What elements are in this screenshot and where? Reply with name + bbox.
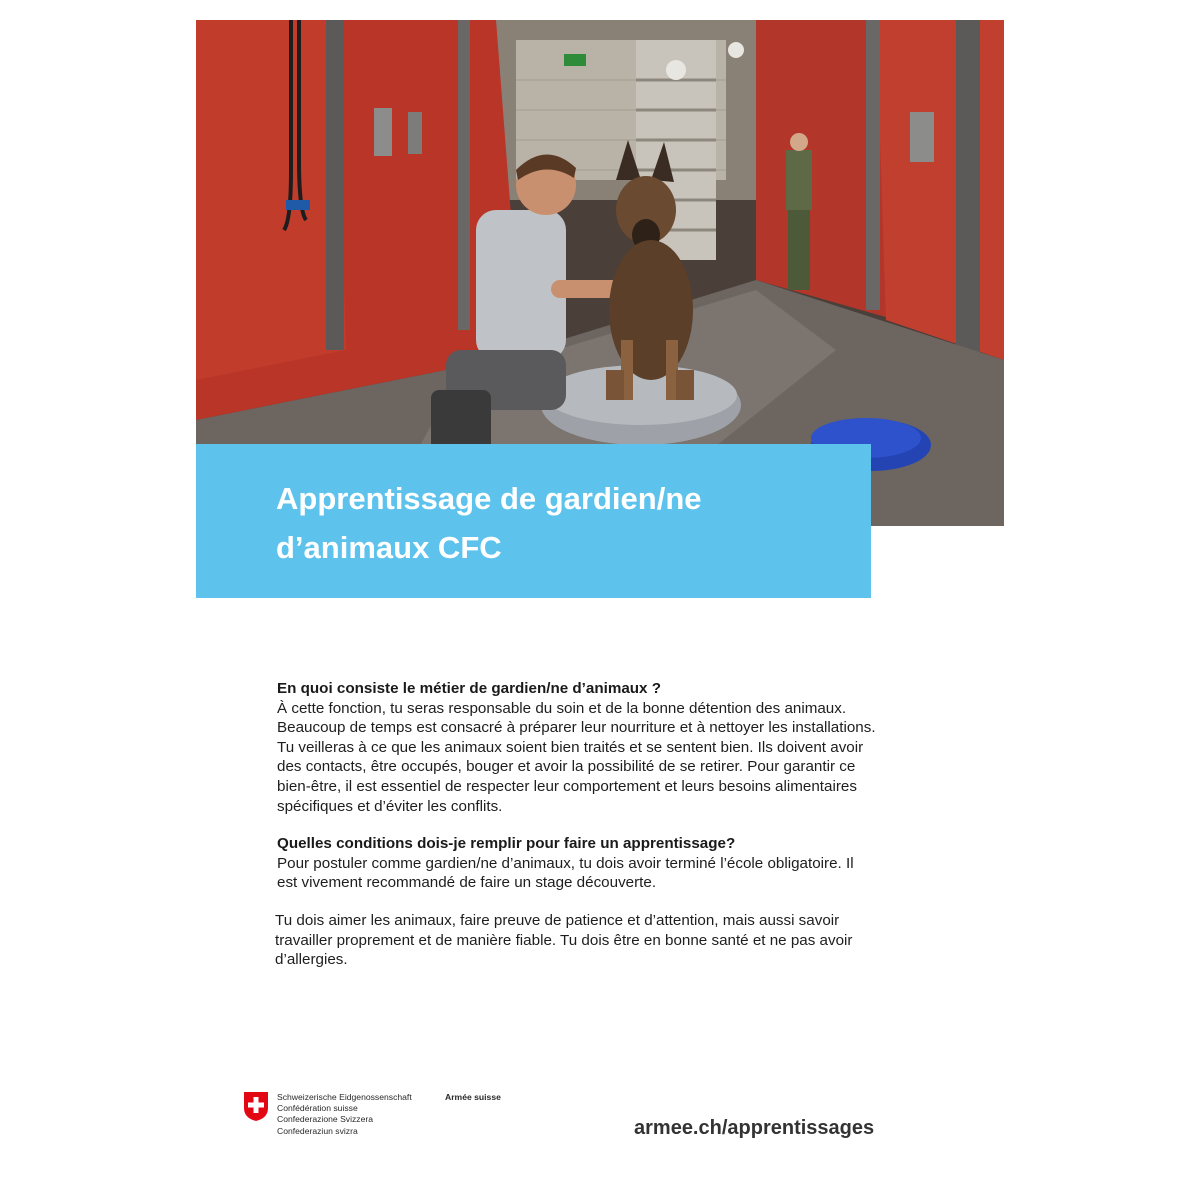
title-banner xyxy=(196,444,871,598)
page-title-line-2: d’animaux CFC xyxy=(276,530,502,565)
section-body: Tu dois aimer les animaux, faire preuve de patience et d’attention, mais aussi savoir travailler proprement et de manière fiable. Tu dois être en bonne santé et ne pas avoir d’allergies. xyxy=(275,911,853,969)
section-personal-qualities xyxy=(275,911,877,970)
main-content xyxy=(277,679,877,988)
page-title xyxy=(276,474,836,572)
section-job-description xyxy=(277,679,877,816)
section-requirements xyxy=(277,834,877,893)
section-body: Pour postuler comme gardien/ne d’animaux, tu dois avoir terminé l’école obligatoire. Il est vivement recommandé de faire un stage découverte. xyxy=(277,854,854,892)
section-heading: En quoi consiste le métier de gardien/ne d’animaux ? xyxy=(277,680,661,697)
website-link[interactable]: armee.ch/apprentissages xyxy=(634,1117,875,1139)
army-label: Armée suisse xyxy=(445,1092,501,1102)
section-body: À cette fonction, tu seras responsable du soin et de la bonne détention des animaux. Beaucoup de temps est consacré à préparer leur nourriture et à nettoyer les installations. Tu veilleras à ce que les animaux soient bien traités et se sentent bien. Ils doivent avoir des contacts, être occupés, bouger et avoir la possibilité de se retirer. Pour garantir ce bien-être, il est essentiel de respecter leur comportement et leurs besoins alimentaires spécifiques et d’éviter les conflits. xyxy=(277,699,876,815)
confederation-name-it: Confederazione Svizzera xyxy=(277,1114,374,1125)
section-heading: Quelles conditions dois-je remplir pour faire un apprentissage? xyxy=(277,835,736,853)
page-title-line-1: Apprentissage de gardien/ne xyxy=(276,481,702,516)
confederation-names xyxy=(277,1092,412,1137)
swiss-cross-shield-icon xyxy=(242,1090,270,1122)
confederation-name-de: Schweizerische Eidgenossenschaft xyxy=(277,1092,412,1102)
confederation-name-rm: Confederaziun svizra xyxy=(277,1125,358,1136)
confederation-name-fr: Confédération suisse xyxy=(277,1103,358,1114)
